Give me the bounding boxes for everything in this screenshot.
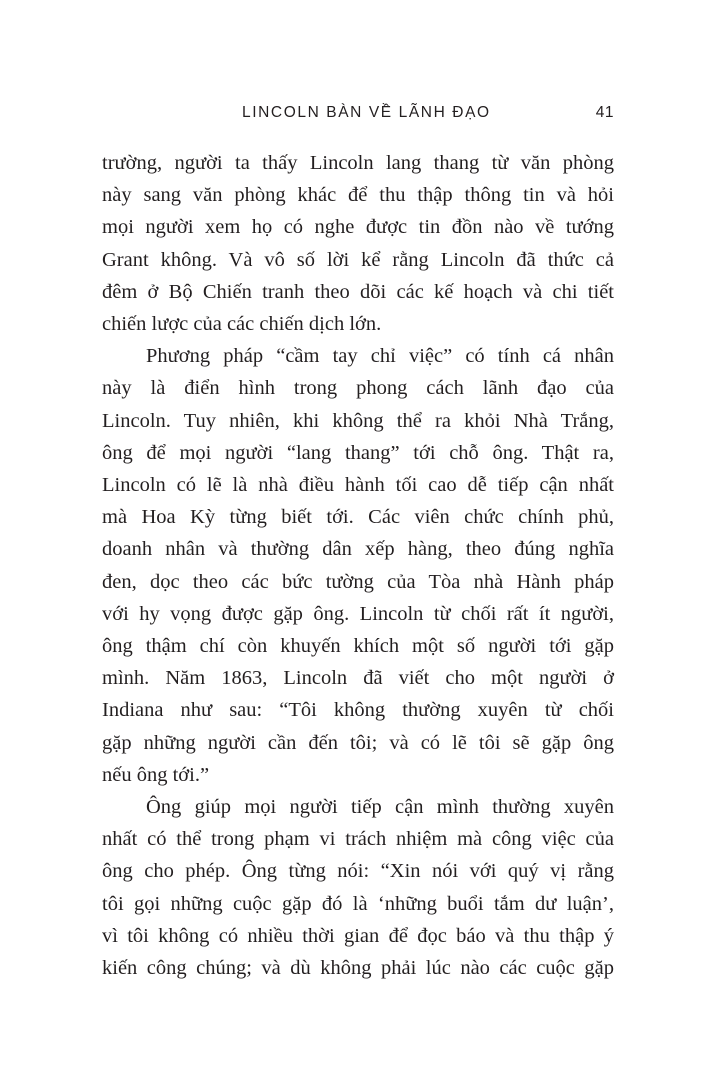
text-line: ông để mọi người “lang thang” tới chỗ ông. Thật ra, [102,441,614,464]
text-line: Lincoln có lẽ là nhà điều hành tối cao dễ tiếp cận nhất [102,474,614,497]
text-line: Ông giúp mọi người tiếp cận mình thường xuyên [146,796,614,819]
running-header-title: LINCOLN BÀN VỀ LÃNH ĐẠO [242,104,491,121]
text-line: kiến công chúng; và dù không phải lúc nào các cuộc gặp [102,957,614,980]
text-line: trường, người ta thấy Lincoln lang thang từ văn phòng [102,152,614,174]
text-line: chiến lược của các chiến dịch lớn. [102,313,382,336]
text-line: gặp những người cần đến tôi; và có lẽ tôi sẽ gặp ông [102,731,614,754]
body-text [102,147,614,984]
text-line: Phương pháp “cầm tay chỉ việc” có tính cá nhân [146,345,614,368]
text-line: doanh nhân và thường dân xếp hàng, theo đúng nghĩa [102,538,614,561]
paragraph-2 [102,340,614,791]
paragraph-1 [102,147,614,340]
page-number: 41 [595,104,614,121]
text-line: này sang văn phòng khác để thu thập thông tin và hỏi [102,184,614,207]
text-line: mọi người xem họ có nghe được tin đồn nào về tướng [102,216,614,239]
text-line: vì tôi không có nhiều thời gian để đọc báo và thu thập ý [102,924,614,947]
text-line: với hy vọng được gặp ông. Lincoln từ chối rất ít người, [102,602,614,625]
running-header [102,104,614,126]
paragraph-3 [102,791,614,984]
text-line: Lincoln. Tuy nhiên, khi không thể ra khỏi Nhà Trắng, [102,409,614,432]
text-line: ông cho phép. Ông từng nói: “Xin nói với quý vị rằng [102,860,614,883]
text-line: đen, dọc theo các bức tường của Tòa nhà Hành pháp [102,570,614,593]
text-line: tôi gọi những cuộc gặp đó là ‘những buổi tắm dư luận’, [102,892,614,915]
text-line: Indiana như sau: “Tôi không thường xuyên từ chối [102,699,614,722]
text-line: ông thậm chí còn khuyến khích một số người tới gặp [102,635,614,658]
text-line: đêm ở Bộ Chiến tranh theo dõi các kế hoạch và chi tiết [102,280,614,303]
text-line: này là điển hình trong phong cách lãnh đạo của [102,377,614,400]
text-line: mình. Năm 1863, Lincoln đã viết cho một người ở [102,667,614,690]
text-line: Grant không. Và vô số lời kể rằng Lincoln đã thức cả [102,248,614,271]
text-line: nếu ông tới.” [102,763,210,786]
text-line: nhất có thể trong phạm vi trách nhiệm mà công việc của [102,828,614,851]
text-line: mà Hoa Kỳ từng biết tới. Các viên chức chính phủ, [102,506,614,529]
